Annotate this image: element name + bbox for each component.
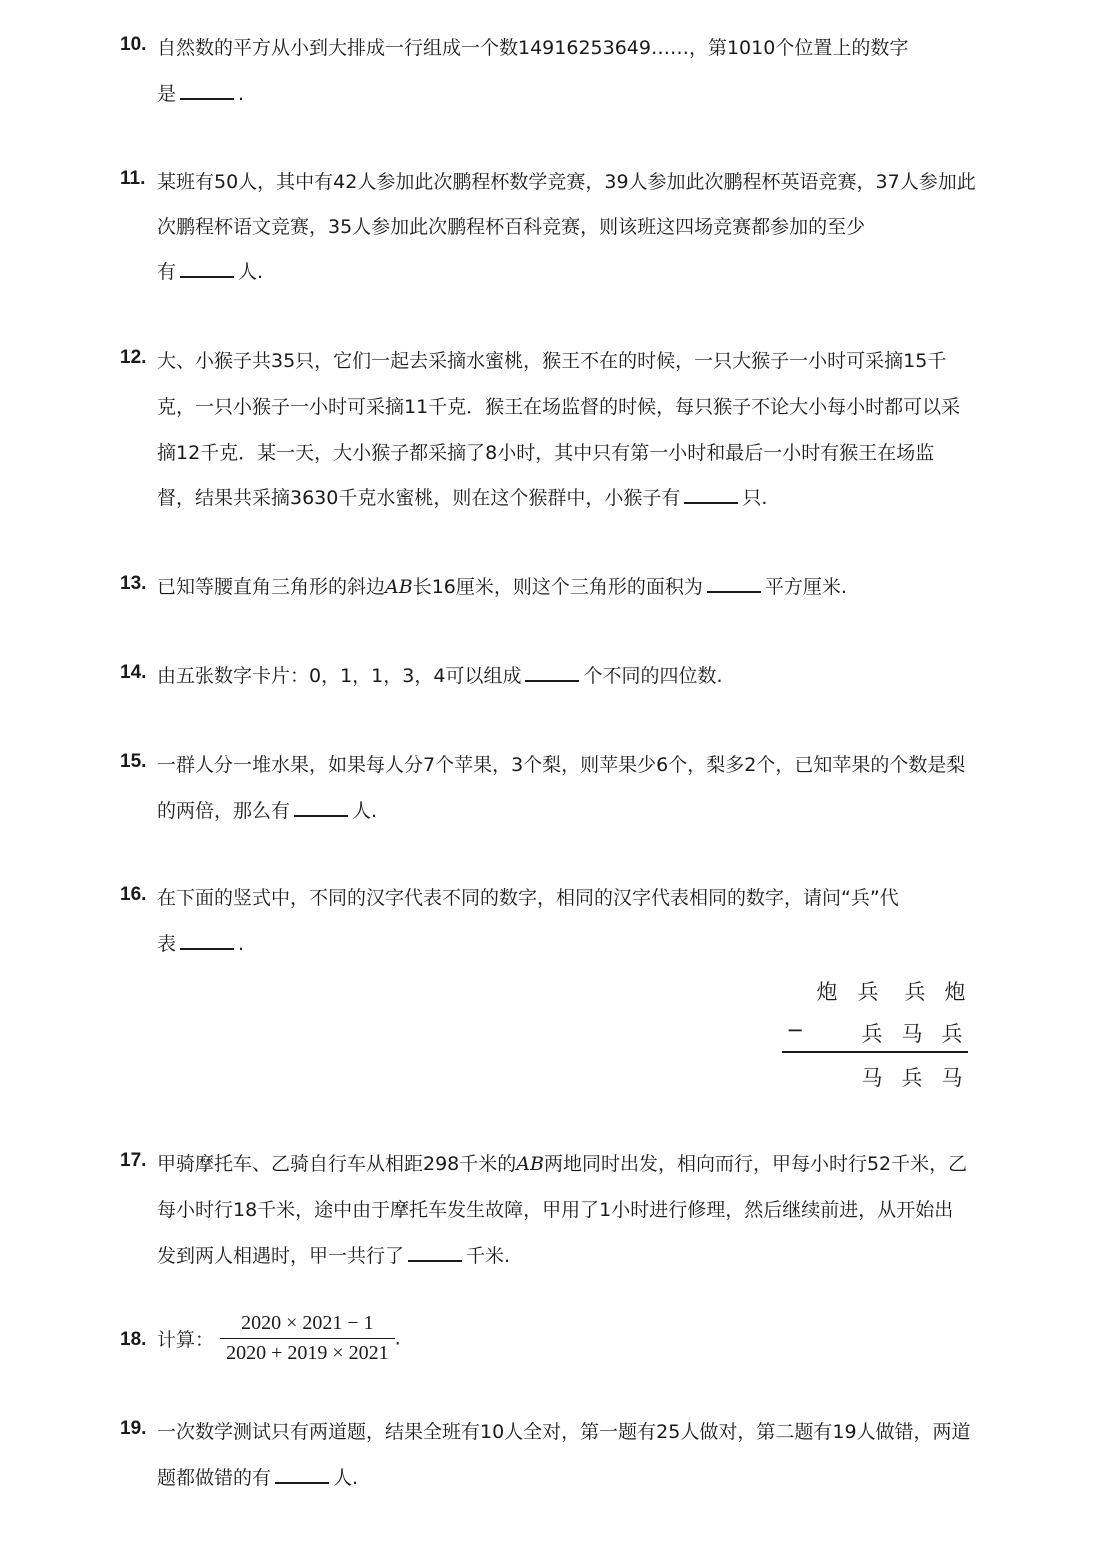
question-text-tail: 题都做错的有 人. [157,1467,359,1489]
fraction [220,1312,395,1365]
vertical-row-2: − 兵 马 兵 [780,1018,970,1048]
math-ab: AB [385,576,413,598]
question-number: 11. [120,168,146,189]
question-number: 12. [120,347,147,368]
question-text: 某班有50人，其中有42人参加此次鹏程杯数学竞赛，39人参加此次鹏程杯英语竞赛，37人参加此 [157,171,976,193]
question-number: 10. [120,34,147,55]
answer-blank[interactable] [275,1481,329,1484]
question-number: 13. [120,573,147,594]
question-text-tail: 的两倍，那么有 人. [157,800,378,822]
question-number: 14. [120,662,147,683]
answer-blank[interactable] [294,814,348,817]
question-text: 摘12千克．某一天，大小猴子都采摘了8小时，其中只有第一小时和最后一小时有猴王在场监 [157,442,935,464]
question-text: 大、小猴子共35只，它们一起去采摘水蜜桃，猴王不在的时候，一只大猴子一小时可采摘15千 [157,350,947,372]
question-text: 已知等腰直角三角形的斜边AB长16厘米，则这个三角形的面积为 平方厘米. [157,576,847,598]
question-text-tail: 发到两人相遇时，甲一共行了 千米. [157,1245,511,1267]
question-text-tail: 督，结果共采摘3630千克水蜜桃，则在这个猴群中，小猴子有 只. [157,487,768,509]
question-number: 15. [120,751,147,772]
question-text: 克，一只小猴子一小时可采摘11千克．猴王在场监督的时候，每只猴子不论大小每小时都可以采 [157,396,961,418]
question-text: 一次数学测试只有两道题，结果全班有10人全对，第一题有25人做对，第二题有19人做错，两道 [157,1421,971,1443]
question-text: 自然数的平方从小到大排成一行组成一个数14916253649……，第1010个位置上的数字 [157,37,909,59]
vertical-row-1: 炮 兵 兵 炮 [816,980,966,1004]
fraction-numerator: 2020 × 2021 − 1 [220,1312,395,1339]
question-number: 19. [120,1418,147,1439]
answer-blank[interactable] [180,947,234,950]
answer-blank[interactable] [180,275,234,278]
vertical-row-3: 马 兵 马 [861,1066,963,1090]
vertical-rule [782,1051,968,1053]
question-text: 计算： $\frac{2020 \times 2021 - 1}{2020 + 2019 \times 2021}$ . [157,1312,401,1364]
answer-blank[interactable] [180,97,234,100]
question-text: 在下面的竖式中，不同的汉字代表不同的数字，相同的汉字代表相同的数字，请问“兵”代 [157,887,899,909]
question-text-tail: 表 . [157,933,245,955]
answer-blank[interactable] [707,590,761,593]
math-ab: AB [516,1153,544,1175]
answer-blank[interactable] [525,679,579,682]
question-text: 甲骑摩托车、乙骑自行车从相距298千米的AB两地同时出发，相向而行，甲每小时行52千米，乙 [157,1153,968,1175]
fraction-denominator: 2020 + 2019 × 2021 [226,1342,389,1364]
question-number: 16. [120,884,147,905]
question-text: 每小时行18千米，途中由于摩托车发生故障，甲用了1小时进行修理，然后继续前进，从开始出 [157,1199,954,1221]
question-text-tail: 有 人. [157,261,264,283]
question-text: 次鹏程杯语文竞赛，35人参加此次鹏程杯百科竞赛，则该班这四场竞赛都参加的至少 [157,216,866,238]
answer-blank[interactable] [684,501,738,504]
question-text-tail: 是 . [157,83,245,105]
question-text: 一群人分一堆水果，如果每人分7个苹果，3个梨，则苹果少6个，梨多2个，已知苹果的个数是梨 [157,754,966,776]
answer-blank[interactable] [408,1259,462,1262]
question-text: 由五张数字卡片：0，1，1，3，4可以组成 个不同的四位数. [157,665,723,687]
question-number: 17. [120,1150,147,1171]
question-number: 18. [120,1329,147,1350]
minus-sign: − [786,1018,804,1042]
